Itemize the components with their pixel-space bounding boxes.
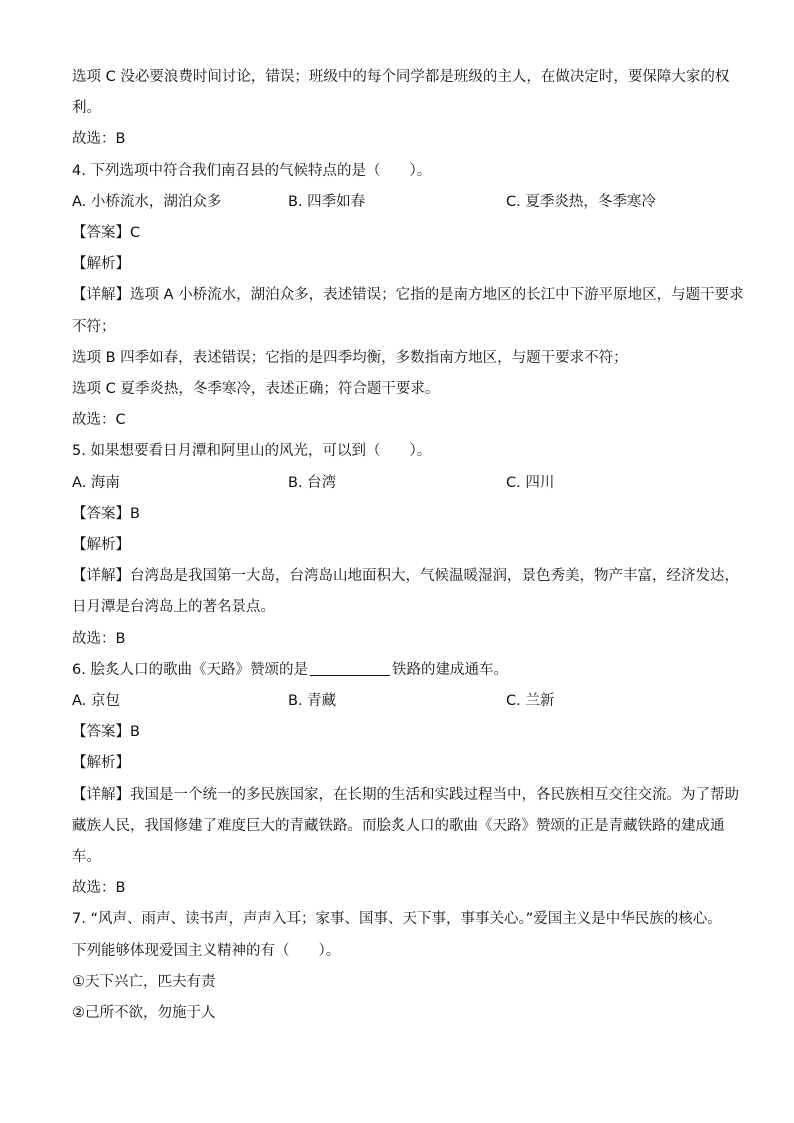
q3-explanation-line: 利。 xyxy=(72,100,101,117)
q5-options xyxy=(72,468,722,499)
q3-explanation-line: 选项 C 没必要浪费时间讨论，错误；班级中的每个同学都是班级的主人，在做决定时，要保障大家的权 xyxy=(72,69,730,85)
q4-detail-line: 选项 C 夏季炎热，冬季寒冷，表述正确；符合题干要求。 xyxy=(72,381,440,398)
q5-stem: 5. 如果想要看日月潭和阿里山的风光，可以到（ ）。 xyxy=(72,443,432,460)
q5-answer: 【答案】B xyxy=(72,505,140,522)
q4-option-c: C. 夏季炎热，冬季寒冷 xyxy=(506,193,656,210)
q6-select: 故选：B xyxy=(72,880,126,897)
q4-option-a: A. 小桥流水，湖泊众多 xyxy=(72,193,222,210)
q7-stem: 下列能够体现爱国主义精神的有（ ）。 xyxy=(72,942,341,959)
q4-stem: 4. 下列选项中符合我们南召县的气候特点的是（ ）。 xyxy=(72,162,432,179)
q7-item: ①天下兴亡，匹夫有责 xyxy=(72,973,216,990)
q4-options xyxy=(72,187,722,218)
q5-option-b: B. 台湾 xyxy=(288,474,337,491)
q6-option-b: B. 青藏 xyxy=(288,693,337,710)
q5-detail-line: 【详解】台湾岛是我国第一大岛，台湾岛山地面积大，气候温暖湿润，景色秀美，物产丰富，经济发达， xyxy=(72,568,739,585)
q7-item: ②己所不欲，勿施于人 xyxy=(72,1005,216,1022)
q6-detail-line: 藏族人民，我国修建了难度巨大的青藏铁路。而脍炙人口的歌曲《天路》赞颂的正是青藏铁路的建成通 xyxy=(72,817,725,834)
q6-stem-after: 铁路的建成通车。 xyxy=(391,661,508,678)
q6-analysis-heading: 【解析】 xyxy=(72,755,130,772)
q6-stem-before: 6. 脍炙人口的歌曲《天路》赞颂的是 xyxy=(72,661,308,678)
q3-select: 故选：B xyxy=(72,131,126,148)
q6-option-a: A. 京包 xyxy=(72,693,120,710)
q6-option-c: C. 兰新 xyxy=(506,693,555,710)
q6-options xyxy=(72,686,722,717)
q7-stem: 7. “风声、雨声、读书声，声声入耳；家事、国事、天下事，事事关心。”爱国主义是中华民族的核心。 xyxy=(72,911,722,928)
q4-select: 故选：C xyxy=(72,412,126,429)
q4-analysis-heading: 【解析】 xyxy=(72,256,130,273)
q4-option-b: B. 四季如春 xyxy=(288,193,366,210)
q6-stem xyxy=(72,655,722,686)
q5-option-a: A. 海南 xyxy=(72,474,120,491)
q6-answer: 【答案】B xyxy=(72,724,140,741)
q4-detail-line: 不符； xyxy=(72,318,116,335)
document-page xyxy=(72,62,744,1029)
q5-analysis-heading: 【解析】 xyxy=(72,537,130,554)
q6-fill-blank xyxy=(310,661,390,676)
q5-select: 故选：B xyxy=(72,630,126,647)
q6-detail-line: 车。 xyxy=(72,849,101,866)
q5-option-c: C. 四川 xyxy=(506,474,555,491)
q4-detail-line: 【详解】选项 A 小桥流水，湖泊众多，表述错误；它指的是南方地区的长江中下游平原地区，与题干要求 xyxy=(72,287,744,304)
q6-detail-line: 【详解】我国是一个统一的多民族国家，在长期的生活和实践过程当中，各民族相互交往交流。为了帮助 xyxy=(72,786,739,803)
q5-detail-line: 日月潭是台湾岛上的著名景点。 xyxy=(72,599,275,616)
q4-answer: 【答案】C xyxy=(72,225,141,242)
q4-detail-line: 选项 B 四季如春，表述错误；它指的是四季均衡，多数指南方地区，与题干要求不符； xyxy=(72,349,628,366)
